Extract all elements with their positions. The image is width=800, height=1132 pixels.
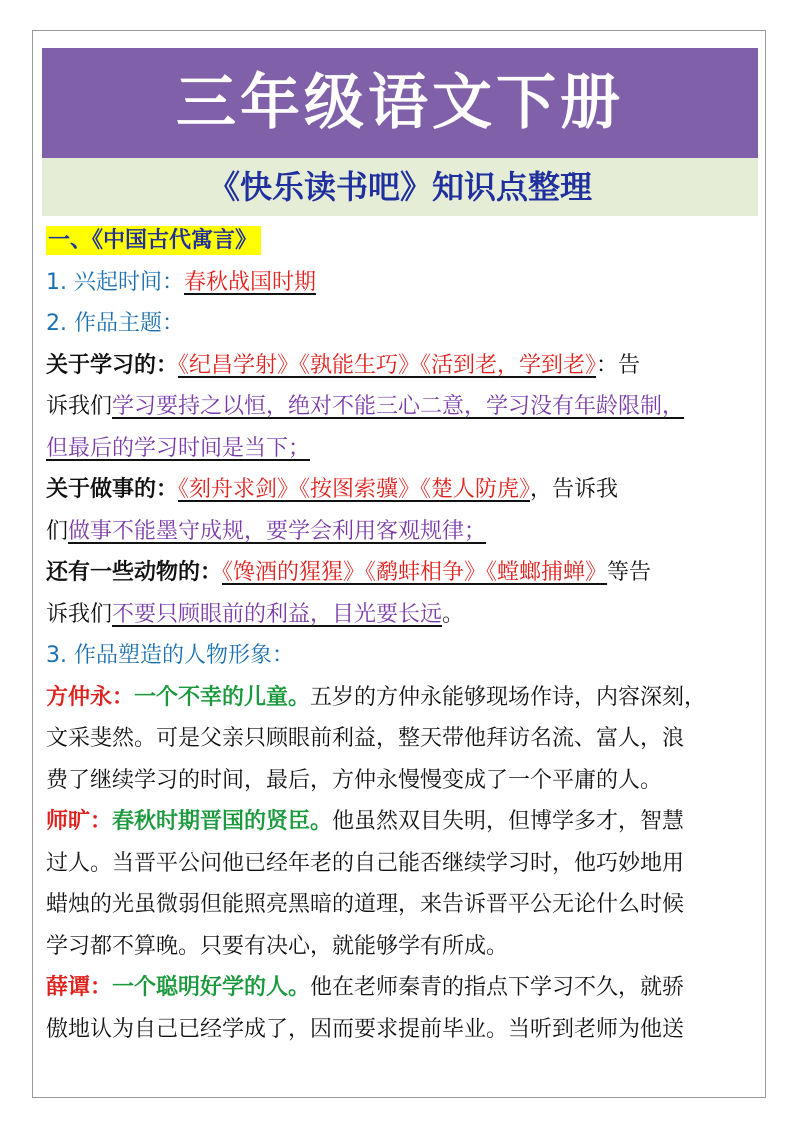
animal-end: 。	[442, 601, 465, 627]
work-line-2	[46, 511, 758, 553]
character-3-line-2: 傲地认为自己已经学成了，因而要求提前毕业。当听到老师为他送	[46, 1016, 685, 1042]
study-titles: 《纪昌学射》《孰能生巧》《活到老，学到老》	[178, 352, 597, 378]
document-body	[46, 220, 758, 1050]
character-trait: 春秋时期晋国的贤臣。	[112, 809, 333, 834]
animal-text-1: 等告	[607, 560, 652, 585]
item1-label: 1. 兴起时间：	[46, 269, 184, 295]
character-1-line-2: 文采斐然。可是父亲只顾眼前利益，整天带他拜访名流、富人，浪	[46, 726, 685, 751]
character-name: 薛谭：	[46, 975, 113, 1000]
character-1-line-3: 费了继续学习的时间，最后，方仲永慢慢变成了一个平庸的人。	[46, 767, 663, 793]
character-trait: 一个聪明好学的人。	[112, 975, 311, 1000]
character-2-line-4: 学习都不算晚。只要有决心，就能够学有所成。	[46, 933, 509, 959]
animal-lesson: 不要只顾眼前的利益，目光要长远	[112, 601, 443, 627]
study-line-1	[46, 345, 758, 387]
study-line-3	[46, 428, 758, 470]
study-text-1: ：告	[596, 352, 641, 378]
character-trait: 一个不幸的儿童。	[134, 684, 311, 710]
work-lesson: 做事不能墨守成规，要学会利用客观规律；	[68, 518, 487, 544]
character-text: 他虽然双目失明，但博学多才，智慧	[332, 809, 685, 834]
section-heading-line	[46, 220, 758, 262]
study-line-2	[46, 386, 758, 428]
character-name: 方仲永：	[46, 684, 135, 710]
character-2-line-1	[46, 801, 758, 843]
animal-titles: 《馋酒的猩猩》《鹬蚌相争》《螳螂捕蝉》	[222, 560, 608, 585]
theme-heading: 2. 作品主题：	[46, 311, 184, 336]
character-1-line-1	[46, 677, 758, 719]
animal-line-2	[46, 594, 758, 636]
character-text: 五岁的方仲永能够现场作诗，内容深刻，	[310, 684, 707, 710]
work-text-1: ，告诉我	[530, 477, 619, 502]
character-text: 他在老师秦青的指点下学习不久，就骄	[310, 975, 685, 1000]
page-subtitle: 《快乐读书吧》知识点整理	[207, 168, 592, 206]
title-banner	[42, 48, 758, 158]
character-2-line-2: 过人。当晋平公问他已经年老的自己能否继续学习时，他巧妙地用	[46, 850, 685, 876]
character-2-line-3: 蜡烛的光虽微弱但能照亮黑暗的道理，来告诉晋平公无论什么时候	[46, 892, 685, 917]
study-label: 关于学习的：	[46, 352, 179, 378]
character-3-line-1	[46, 967, 758, 1009]
study-text-2: 诉我们	[46, 394, 113, 419]
page-title: 三年级语文下册	[176, 68, 624, 138]
origin-time-line	[46, 262, 758, 304]
character-name: 师旷：	[46, 809, 113, 834]
work-text-2: 们	[46, 518, 69, 544]
work-label: 关于做事的：	[46, 477, 179, 502]
subtitle-banner	[42, 158, 758, 216]
animal-line-1	[46, 552, 758, 594]
work-line-1	[46, 469, 758, 511]
work-titles: 《刻舟求剑》《按图索骥》《楚人防虎》	[178, 477, 531, 502]
section-heading: 一、《中国古代寓言》	[46, 226, 261, 255]
animal-label: 还有一些动物的：	[46, 560, 223, 585]
animal-text-2: 诉我们	[46, 601, 113, 627]
characters-heading: 3. 作品塑造的人物形象：	[46, 643, 294, 668]
study-lesson-2: 但最后的学习时间是当下；	[46, 435, 311, 461]
study-lesson-1: 学习要持之以恒，绝对不能三心二意，学习没有年龄限制，	[112, 394, 685, 419]
item1-value: 春秋战国时期	[183, 269, 316, 295]
